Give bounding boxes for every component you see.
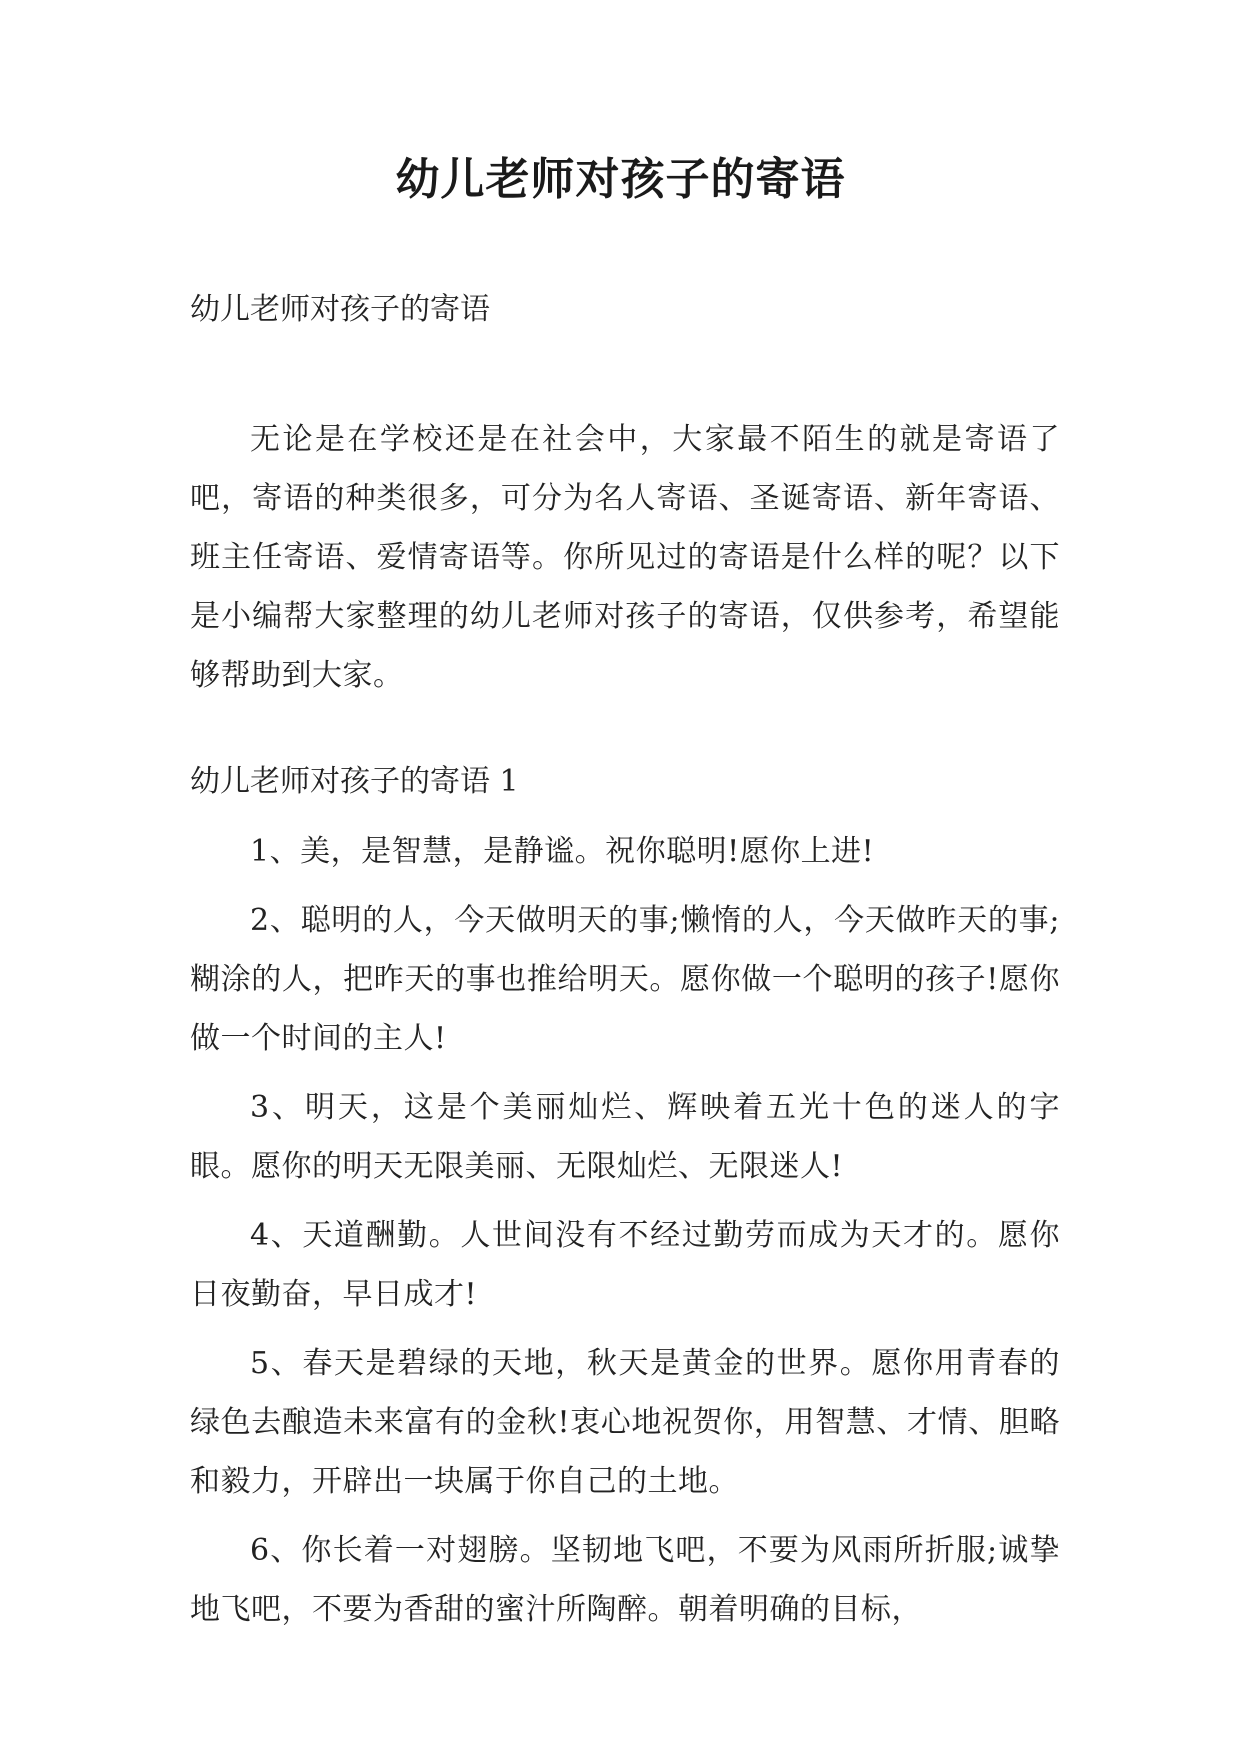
message-item-3: 3、明天，这是个美丽灿烂、辉映着五光十色的迷人的字眼。愿你的明天无限美丽、无限灿烂、无限迷人!	[190, 1090, 1060, 1184]
document-title: 幼儿老师对孩子的寄语	[395, 154, 846, 205]
message-item-5: 5、春天是碧绿的天地，秋天是黄金的世界。愿你用青春的绿色去酿造未来富有的金秋!衷心地祝贺你，用智慧、才情、胆略和毅力，开辟出一块属于你自己的土地。	[190, 1346, 1060, 1499]
section-heading: 幼儿老师对孩子的寄语 1	[190, 764, 519, 799]
document-subtitle: 幼儿老师对孩子的寄语	[190, 292, 490, 327]
intro-paragraph: 无论是在学校还是在社会中，大家最不陌生的就是寄语了吧，寄语的种类很多，可分为名人寄语、圣诞寄语、新年寄语、班主任寄语、爱情寄语等。你所见过的寄语是什么样的呢？以下是小编帮大家整理的幼儿老师对孩子的寄语，仅供参考，希望能够帮助到大家。	[190, 422, 1060, 693]
message-item-2: 2、聪明的人，今天做明天的事;懒惰的人，今天做昨天的事;糊涂的人，把昨天的事也推给明天。愿你做一个聪明的孩子!愿你做一个时间的主人!	[190, 903, 1060, 1056]
message-item-4: 4、天道酬勤。人世间没有不经过勤劳而成为天才的。愿你日夜勤奋，早日成才!	[190, 1218, 1060, 1312]
message-item-1: 1、美，是智慧，是静谧。祝你聪明!愿你上进!	[250, 834, 875, 869]
message-list	[190, 822, 1060, 1649]
message-item-6: 6、你长着一对翅膀。坚韧地飞吧，不要为风雨所折服;诚挚地飞吧，不要为香甜的蜜汁所陶醉。朝着明确的目标，	[190, 1533, 1060, 1627]
